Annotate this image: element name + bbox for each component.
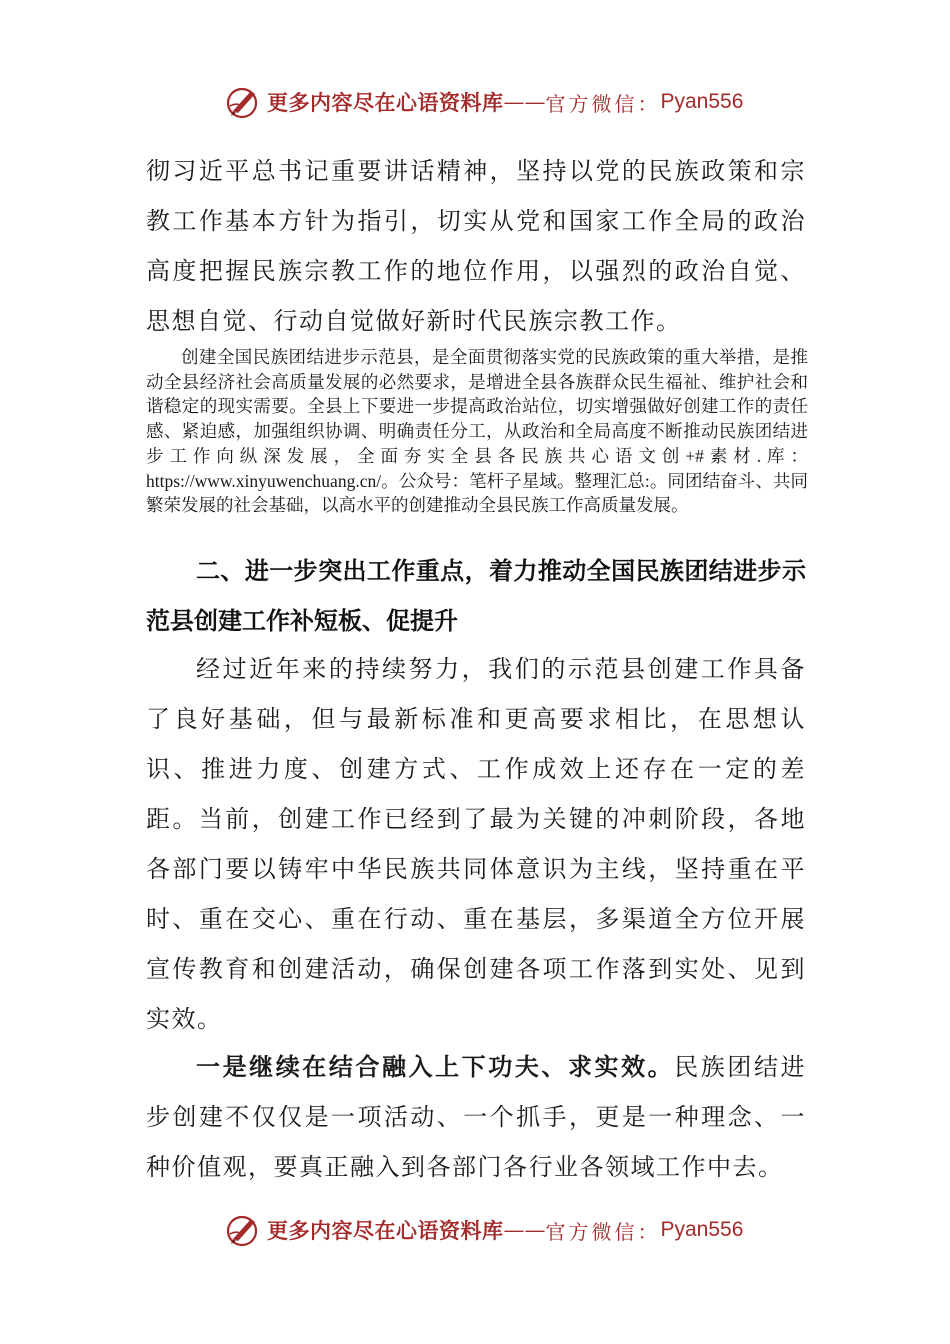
- banner-wechat-label: 官方微信：: [545, 91, 661, 116]
- banner-wechat-label: 官方微信：: [545, 1219, 661, 1244]
- paragraph-4-lead: 一是继续在结合融入上下功夫、求实效。: [196, 1053, 675, 1081]
- paragraph-3: 经过近年来的持续努力，我们的示范县创建工作具备了良好基础，但与最新标准和更高要求相比，在思想认识、推进力度、创建方式、工作成效上还存在一定的差距。当前，创建工作已经到了最为关键的冲刺阶段，各地各部门要以铸牢中华民族共同体意识为主线，坚持重在平时、重在交心、重在行动、重在基层，多渠道全方位开展宣传教育和创建活动，确保创建各项工作落到实处、见到实效。: [146, 655, 806, 1033]
- banner-wechat-id: Pyan556: [660, 90, 744, 113]
- banner-site-name: 更多内容尽在心语资料库: [267, 90, 504, 115]
- section-heading: 二、进一步突出工作重点，着力推动全国民族团结进步示范县创建工作补短板、促提升: [146, 557, 806, 635]
- footer-banner[interactable]: [225, 1208, 743, 1252]
- paragraph-4-rest: 民族团结进步创建不仅仅是一项活动、一个抓手，更是一种理念、一种价值观，要真正融入到各部门各行业各领域工作中去。: [146, 1053, 807, 1181]
- header-banner[interactable]: [225, 80, 743, 124]
- paragraph-2: 创建全国民族团结进步示范县，是全面贯彻落实党的民族政策的重大举措，是推动全县经济社会高质量发展的必然要求，是增进全县各族群众民生福祉、维护社会和谐稳定的现实需要。全县上下要进一步提高政治站位，切实增强做好创建工作的责任感、紧迫感，加强组织协调、明确责任分工，从政治和全局高度不断推动民族团结进步工作向纵深发展，全面夯实全县各民族共心语文创+#素材.库：https://www.xinyuwenchuang.cn/。公众号：笔杆子星域。整理汇总:。同团结奋斗、共同繁荣发展的社会基础，以高水平的创建推动全县民族工作高质量发展。: [146, 347, 808, 516]
- paragraph-4: [146, 1042, 806, 1192]
- banner-separator: ——: [503, 1218, 546, 1242]
- banner-separator: ——: [503, 90, 546, 114]
- banner-wechat-id: Pyan556: [660, 1218, 744, 1241]
- paragraph-1: 彻习近平总书记重要讲话精神，坚持以党的民族政策和宗教工作基本方针为指引，切实从党和国家工作全局的政治高度把握民族宗教工作的地位作用，以强烈的政治自觉、思想自觉、行动自觉做好新时代民族宗教工作。: [146, 157, 806, 335]
- pen-logo-icon: [225, 1212, 261, 1248]
- pen-logo-icon: [225, 84, 261, 120]
- banner-site-name: 更多内容尽在心语资料库: [267, 1218, 504, 1243]
